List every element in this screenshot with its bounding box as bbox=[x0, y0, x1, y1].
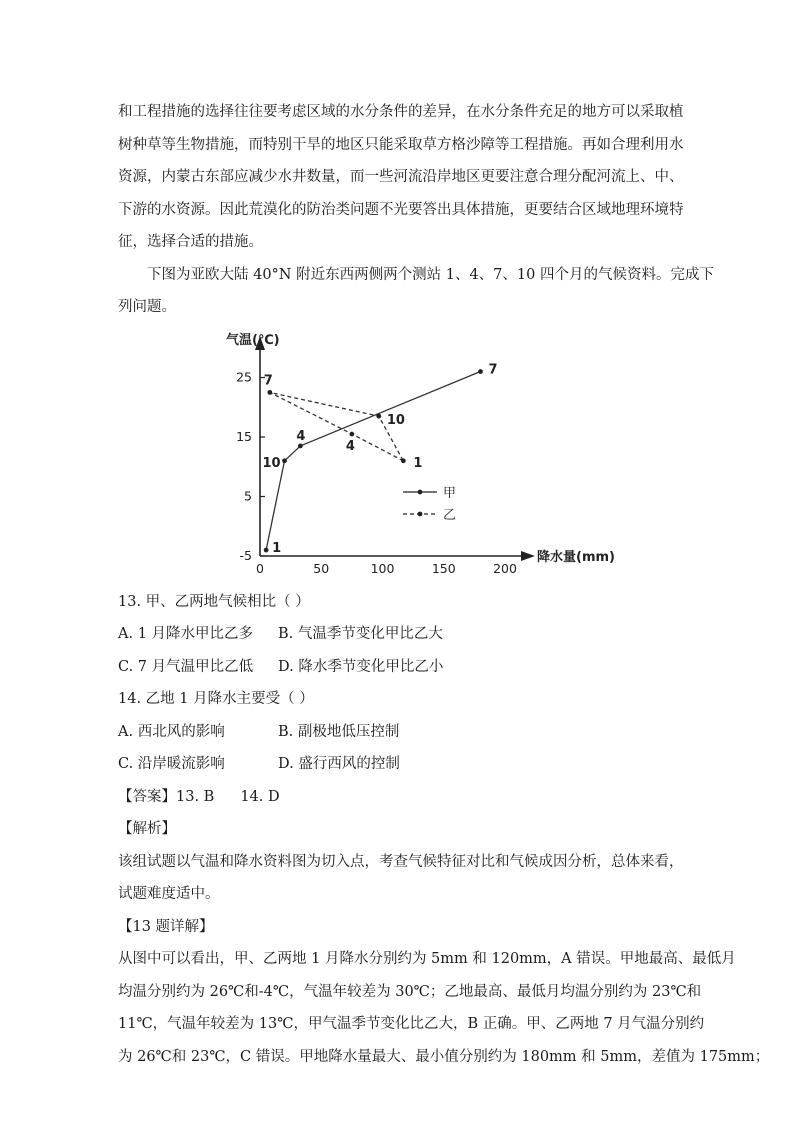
text-line: 从图中可以看出，甲、乙两地 1 月降水分别约为 5mm 和 120mm，A 错误。甲地最高、最低月 bbox=[118, 951, 736, 967]
x-axis-arrow bbox=[521, 551, 535, 561]
data-point bbox=[349, 431, 354, 436]
options-row bbox=[118, 716, 690, 749]
option-c[interactable]: C. 7 月气温甲比乙低 bbox=[118, 658, 254, 675]
answer-13: 13. B bbox=[176, 788, 215, 805]
series-line-jia bbox=[263, 371, 480, 550]
options-row bbox=[118, 748, 690, 781]
x-tick-label: 200 bbox=[493, 560, 517, 576]
question-intro bbox=[118, 259, 714, 324]
x-tick-label: 50 bbox=[313, 560, 330, 576]
text-line: 该组试题以气温和降水资料图为切入点，考查气候特征对比和气候成因分析，总体来看， bbox=[118, 853, 684, 870]
analysis-section bbox=[118, 813, 690, 911]
point-month-label: 10 bbox=[262, 455, 281, 471]
text-line: 均温分别约为 26℃和-4℃，气温年较差为 30℃；乙地最高、最低月均温分别约为 23℃和 bbox=[118, 983, 702, 1000]
option-a[interactable]: A. 西北风的影响 bbox=[118, 723, 225, 740]
question-stem: 13. 甲、乙两地气候相比（ ） bbox=[118, 593, 310, 610]
data-point bbox=[401, 458, 406, 463]
point-month-label: 4 bbox=[345, 438, 355, 454]
question-stem: 14. 乙地 1 月降水主要受（ ） bbox=[118, 691, 314, 707]
answer-label: 【答案】 bbox=[118, 788, 176, 805]
data-point bbox=[267, 389, 272, 394]
point-month-label: 1 bbox=[413, 455, 423, 471]
point-month-label: 7 bbox=[263, 372, 273, 388]
x-tick-label: 150 bbox=[431, 560, 456, 576]
text-line: 试题难度适中。 bbox=[118, 886, 220, 902]
y-tick-label: -5 bbox=[239, 547, 252, 563]
option-d[interactable]: D. 盛行西风的控制 bbox=[278, 756, 400, 772]
options-row bbox=[118, 651, 690, 684]
text-line: 和工程措施的选择往往要考虑区域的水分条件的差异，在水分条件充足的地方可以采取植 bbox=[118, 104, 684, 120]
text-line: 11℃，气温年较差为 13℃，甲气温季节变化比乙大，B 正确。甲、乙两地 7 月气温分别约 bbox=[118, 1016, 705, 1032]
legend-marker bbox=[418, 511, 423, 516]
text-line: 下游的水资源。因此荒漠化的防治类问题不光要答出具体措施，更要结合区域地理环境特 bbox=[118, 201, 684, 218]
y-axis-title: 气温(℃) bbox=[226, 332, 280, 348]
answer-14: 14. D bbox=[240, 788, 280, 805]
point-month-label: 10 bbox=[386, 412, 405, 428]
option-c[interactable]: C. 沿岸暖流影响 bbox=[118, 756, 225, 772]
y-tick-label: 25 bbox=[236, 369, 252, 384]
detail-13-section bbox=[118, 911, 770, 1074]
question-13 bbox=[118, 586, 690, 684]
answer-line bbox=[118, 781, 690, 814]
option-b[interactable]: B. 副极地低压控制 bbox=[278, 723, 400, 740]
data-point bbox=[264, 547, 269, 552]
text-line: 树种草等生物措施，而特别干旱的地区只能采取草方格沙障等工程措施。再如合理利用水 bbox=[118, 136, 684, 153]
climate-chart-figure bbox=[118, 324, 690, 586]
data-point bbox=[478, 369, 483, 374]
top-paragraph bbox=[118, 96, 690, 259]
text-line: 为 26℃和 23℃，C 错误。甲地降水量最大、最小值分别约为 180mm 和 5mm，差值为 175mm； bbox=[118, 1048, 770, 1065]
detail-label: 【13 题详解】 bbox=[118, 918, 214, 935]
data-point bbox=[376, 413, 381, 418]
option-d[interactable]: D. 降水季节变化甲比乙小 bbox=[278, 658, 444, 675]
data-point bbox=[298, 443, 303, 448]
data-point bbox=[282, 458, 287, 463]
legend-label: 乙 bbox=[443, 507, 457, 523]
x-axis-title: 降水量(mm) bbox=[537, 549, 615, 565]
text-line: 列问题。 bbox=[118, 299, 176, 315]
legend-marker bbox=[418, 489, 423, 494]
option-a[interactable]: A. 1 月降水甲比乙多 bbox=[118, 626, 254, 642]
text-line: 资源，内蒙古东部应减少水井数量，而一些河流沿岸地区更要注意合理分配河流上、中、 bbox=[118, 169, 684, 185]
question-14 bbox=[118, 683, 690, 781]
climate-chart bbox=[218, 324, 618, 586]
point-month-label: 4 bbox=[296, 428, 306, 444]
analysis-label: 【解析】 bbox=[118, 821, 176, 837]
option-b[interactable]: B. 气温季节变化甲比乙大 bbox=[278, 626, 443, 642]
series-line-yi bbox=[270, 392, 404, 460]
legend-label: 甲 bbox=[443, 485, 457, 501]
point-month-label: 1 bbox=[272, 540, 282, 556]
point-month-label: 7 bbox=[488, 362, 498, 378]
y-tick-label: 5 bbox=[244, 488, 252, 503]
text-line: 征，选择合适的措施。 bbox=[118, 234, 263, 250]
page-content bbox=[118, 96, 770, 1073]
options-row bbox=[118, 618, 690, 651]
y-tick-label: 15 bbox=[236, 428, 252, 444]
text-line: 下图为亚欧大陆 40°N 附近东西两侧两个测站 1、4、7、10 四个月的气候资料。完成下 bbox=[147, 266, 714, 283]
x-tick-label: 0 bbox=[256, 560, 264, 576]
x-tick-label: 100 bbox=[370, 560, 395, 576]
